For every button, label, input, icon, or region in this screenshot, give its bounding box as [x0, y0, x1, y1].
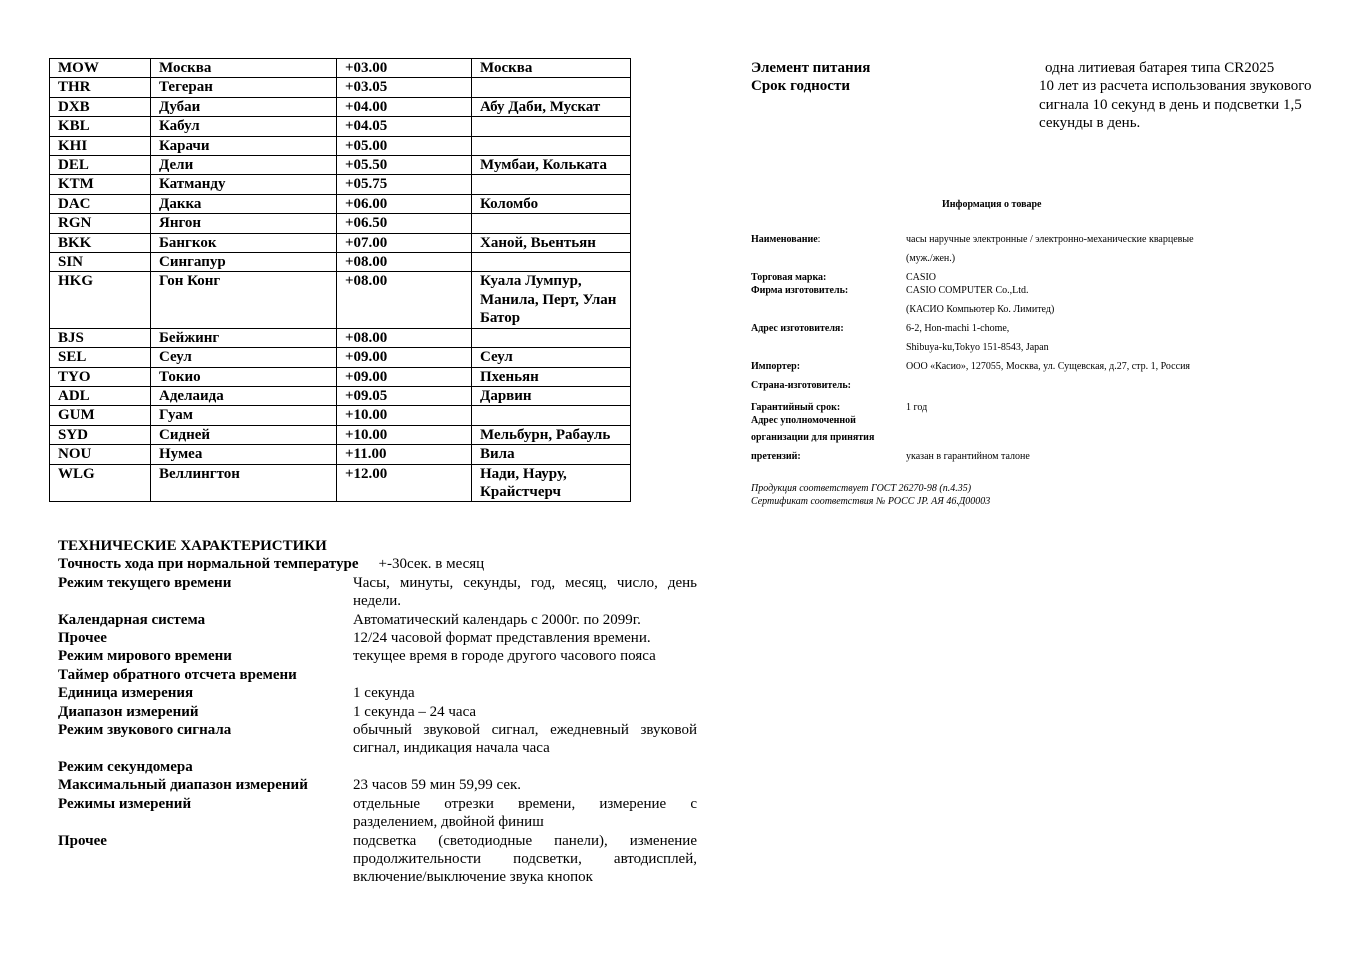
city-code-cell: SIN — [50, 253, 151, 272]
city-code-cell: THR — [50, 78, 151, 97]
address-value-line: Shibuya-ku,Tokyo 151-8543, Japan — [906, 342, 1049, 353]
table-row — [50, 253, 631, 272]
city-code-cell: KHI — [50, 136, 151, 155]
spec-value: +-30сек. в месяц — [378, 556, 485, 573]
warranty-label: Гарантийный срок: — [751, 402, 841, 413]
table-row — [50, 445, 631, 464]
city-name-cell: Бейжинг — [151, 328, 337, 347]
city-name-cell: Катманду — [151, 175, 337, 194]
importer-value: ООО «Касио», 127055, Москва, ул. Сущевская, д.27, стр. 1, Россия — [906, 361, 1191, 372]
city-code-cell: ADL — [50, 386, 151, 405]
utc-offset-cell: +10.00 — [337, 406, 472, 425]
claims-label-line: организации для принятия — [751, 432, 875, 443]
spec-row — [58, 666, 698, 684]
power-section — [751, 59, 1331, 133]
info-value — [906, 271, 1311, 316]
spec-value: Часы, минуты, секунды, год, месяц, число, день недели. — [353, 574, 697, 610]
table-row — [50, 78, 631, 97]
spec-label: Таймер обратного отсчета времени — [58, 666, 297, 683]
utc-offset-cell: +05.75 — [337, 175, 472, 194]
city-code-cell: KBL — [50, 117, 151, 136]
spec-value: текущее время в городе другого часового пояса — [353, 648, 656, 665]
maker-label: Фирма изготовитель: — [751, 285, 849, 296]
utc-offset-cell: +04.00 — [337, 97, 472, 116]
spec-value — [353, 758, 697, 776]
city-name-cell: Сеул — [151, 348, 337, 367]
city-name-cell: Веллингтон — [151, 464, 337, 502]
utc-offset-cell: +03.05 — [337, 78, 472, 97]
brand-value: CASIO — [906, 272, 937, 283]
spec-value: 12/24 часовой формат представления времени. — [353, 630, 651, 647]
country-label: Страна-изготовитель: — [751, 380, 851, 391]
city-name-cell: Тегеран — [151, 78, 337, 97]
spec-value: Автоматический календарь с 2000г. по 2099г. — [353, 611, 641, 628]
info-value — [906, 233, 1311, 265]
spec-label: Точность хода при нормальной температуре — [58, 556, 359, 573]
utc-offset-cell: +09.00 — [337, 367, 472, 386]
info-row-claims-2 — [751, 431, 1311, 444]
city-code-cell: BKK — [50, 233, 151, 252]
spec-value: 23 часов 59 мин 59,99 сек. — [353, 777, 522, 794]
city-name-cell: Токио — [151, 367, 337, 386]
spec-label: Режимы измерений — [58, 795, 192, 812]
utc-offset-cell: +09.05 — [337, 386, 472, 405]
name-label: Наименование — [751, 234, 818, 245]
table-row — [50, 156, 631, 175]
city-code-cell: KTM — [50, 175, 151, 194]
spec-row — [58, 684, 698, 702]
spec-value: отдельные отрезки времени, измерение с разделением, двойной финиш — [353, 795, 697, 831]
importer-label: Импортер: — [751, 361, 801, 372]
spec-row — [58, 758, 698, 776]
utc-offset-cell: +12.00 — [337, 464, 472, 502]
other-cities-cell: Куала Лумпур, Манила, Перт, Улан Батор — [472, 272, 631, 328]
city-code-cell: MOW — [50, 59, 151, 78]
specs-title: ТЕХНИЧЕСКИЕ ХАРАКТЕРИСТИКИ — [58, 538, 327, 554]
utc-offset-cell: +08.00 — [337, 253, 472, 272]
city-code-cell: SEL — [50, 348, 151, 367]
battery-row — [751, 59, 1331, 77]
other-cities-cell: Москва — [472, 59, 631, 78]
other-cities-cell — [472, 136, 631, 155]
city-code-cell: WLG — [50, 464, 151, 502]
table-row — [50, 194, 631, 213]
spec-row — [58, 574, 698, 611]
city-name-cell: Дубаи — [151, 97, 337, 116]
info-row-importer — [751, 360, 1311, 373]
table-row — [50, 406, 631, 425]
spec-row — [58, 647, 698, 665]
utc-offset-cell: +11.00 — [337, 445, 472, 464]
table-row — [50, 214, 631, 233]
other-cities-cell — [472, 406, 631, 425]
city-name-cell: Сингапур — [151, 253, 337, 272]
name-value-line: часы наручные электронные / электронно-механические кварцевые — [906, 234, 1194, 245]
spec-value: 1 секунда – 24 часа — [353, 703, 477, 720]
city-name-cell: Москва — [151, 59, 337, 78]
city-name-cell: Кабул — [151, 117, 337, 136]
other-cities-cell — [472, 78, 631, 97]
product-info-title: Информация о товаре — [942, 199, 1042, 210]
utc-offset-cell: +05.00 — [337, 136, 472, 155]
city-name-cell: Дакка — [151, 194, 337, 213]
spec-row — [58, 776, 698, 794]
warranty-value: 1 год — [906, 402, 928, 413]
utc-offset-cell: +06.00 — [337, 194, 472, 213]
city-name-cell: Бангкок — [151, 233, 337, 252]
spec-label: Режим звукового сигнала — [58, 722, 232, 739]
table-row — [50, 97, 631, 116]
city-name-cell: Дели — [151, 156, 337, 175]
info-value — [906, 322, 1311, 354]
spec-value: подсветка (светодиодные панели), изменение продолжительности подсветки, автодисплей, включение/выключение звука кнопок — [353, 832, 697, 886]
info-label — [751, 401, 906, 427]
other-cities-cell: Нади, Науру, Крайстчерч — [472, 464, 631, 502]
table-row — [50, 272, 631, 328]
other-cities-cell — [472, 214, 631, 233]
city-code-cell: RGN — [50, 214, 151, 233]
info-label — [751, 271, 906, 316]
city-code-cell: HKG — [50, 272, 151, 328]
spec-row — [58, 703, 698, 721]
info-row-claims-3 — [751, 450, 1311, 463]
city-name-cell: Янгон — [151, 214, 337, 233]
other-cities-cell: Мумбаи, Кольката — [472, 156, 631, 175]
spec-label: Прочее — [58, 832, 107, 849]
technical-specifications — [58, 537, 698, 887]
table-row — [50, 464, 631, 502]
spec-value — [353, 666, 697, 684]
spec-label: Прочее — [58, 630, 107, 647]
spec-label: Режим секундомера — [58, 758, 193, 775]
city-code-cell: DXB — [50, 97, 151, 116]
other-cities-cell: Дарвин — [472, 386, 631, 405]
table-row — [50, 136, 631, 155]
table-row — [50, 328, 631, 347]
utc-offset-cell: +09.00 — [337, 348, 472, 367]
table-row — [50, 59, 631, 78]
info-label — [751, 233, 906, 265]
other-cities-cell — [472, 117, 631, 136]
info-row-warranty — [751, 401, 1311, 427]
other-cities-cell — [472, 175, 631, 194]
maker-value-line: CASIO COMPUTER Co.,Ltd. — [906, 285, 1029, 296]
spec-value: 1 секунда — [353, 685, 415, 702]
spec-label: Режим мирового времени — [58, 648, 232, 665]
spec-row — [58, 629, 698, 647]
name-label-colon: : — [817, 234, 821, 245]
brand-label: Торговая марка: — [751, 272, 827, 283]
claims-label-line: Адрес уполномоченной — [751, 415, 856, 426]
info-row-name — [751, 233, 1311, 265]
other-cities-cell: Вила — [472, 445, 631, 464]
city-code-cell: GUM — [50, 406, 151, 425]
spec-items — [58, 574, 698, 887]
name-value-line: (муж./жен.) — [906, 253, 956, 264]
claims-label-line: претензий: — [751, 451, 801, 462]
table-row — [50, 425, 631, 444]
other-cities-cell: Коломбо — [472, 194, 631, 213]
table-row — [50, 233, 631, 252]
maker-value-line: (КАСИО Компьютер Ко. Лимитед) — [906, 304, 1055, 315]
claims-value: указан в гарантийном талоне — [906, 451, 1030, 462]
spec-row — [58, 721, 698, 758]
info-row-brand-maker — [751, 271, 1311, 316]
certification-line: Продукция соответствует ГОСТ 26270-98 (п.4.35) — [751, 483, 972, 494]
certification-note — [751, 482, 990, 508]
utc-offset-cell: +05.50 — [337, 156, 472, 175]
info-row-address — [751, 322, 1311, 354]
address-label: Адрес изготовителя: — [751, 323, 844, 334]
utc-offset-cell: +06.50 — [337, 214, 472, 233]
world-time-city-table — [49, 58, 631, 502]
spec-label: Режим текущего времени — [58, 574, 232, 591]
other-cities-cell: Сеул — [472, 348, 631, 367]
other-cities-cell: Пхеньян — [472, 367, 631, 386]
spec-row — [58, 795, 698, 832]
spec-value: обычный звуковой сигнал, ежедневный звуковой сигнал, индикация начала часа — [353, 722, 697, 757]
battery-label: Элемент питания — [751, 60, 871, 76]
utc-offset-cell: +07.00 — [337, 233, 472, 252]
battery-value: одна литиевая батарея типа CR2025 — [1045, 60, 1275, 76]
city-name-cell: Гуам — [151, 406, 337, 425]
product-info — [751, 233, 1311, 469]
city-table-body — [50, 59, 631, 502]
city-name-cell: Карачи — [151, 136, 337, 155]
other-cities-cell: Мельбурн, Рабауль — [472, 425, 631, 444]
lifetime-label: Срок годности — [751, 78, 850, 95]
city-name-cell: Нумеа — [151, 445, 337, 464]
table-row — [50, 386, 631, 405]
other-cities-cell: Абу Даби, Мускат — [472, 97, 631, 116]
address-value-line: 6-2, Hon-machi 1-chome, — [906, 323, 1010, 334]
city-code-cell: DAC — [50, 194, 151, 213]
table-row — [50, 117, 631, 136]
lifetime-row — [751, 77, 1331, 132]
utc-offset-cell: +08.00 — [337, 272, 472, 328]
utc-offset-cell: +08.00 — [337, 328, 472, 347]
other-cities-cell — [472, 328, 631, 347]
city-code-cell: TYO — [50, 367, 151, 386]
table-row — [50, 367, 631, 386]
lifetime-value: 10 лет из расчета использования звукового сигнала 10 секунд в день и подсветки 1,5 секунды в день. — [1039, 78, 1327, 132]
other-cities-cell: Ханой, Вьентьян — [472, 233, 631, 252]
city-code-cell: BJS — [50, 328, 151, 347]
table-row — [50, 348, 631, 367]
city-name-cell: Сидней — [151, 425, 337, 444]
city-code-cell: SYD — [50, 425, 151, 444]
other-cities-cell — [472, 253, 631, 272]
city-name-cell: Аделаида — [151, 386, 337, 405]
utc-offset-cell: +10.00 — [337, 425, 472, 444]
city-name-cell: Гон Конг — [151, 272, 337, 328]
spec-row — [58, 832, 698, 887]
spec-row-accuracy — [58, 555, 698, 573]
spec-label: Единица измерения — [58, 685, 194, 702]
city-code-cell: DEL — [50, 156, 151, 175]
spec-label: Диапазон измерений — [58, 703, 199, 720]
spec-label: Максимальный диапазон измерений — [58, 777, 308, 794]
info-row-country — [751, 379, 1311, 392]
table-row — [50, 175, 631, 194]
spec-label: Календарная система — [58, 611, 206, 628]
spec-row — [58, 611, 698, 629]
utc-offset-cell: +03.00 — [337, 59, 472, 78]
certification-line: Сертификат соответствия № РОСС JP. АЯ 46.Д00003 — [751, 496, 991, 507]
utc-offset-cell: +04.05 — [337, 117, 472, 136]
city-code-cell: NOU — [50, 445, 151, 464]
